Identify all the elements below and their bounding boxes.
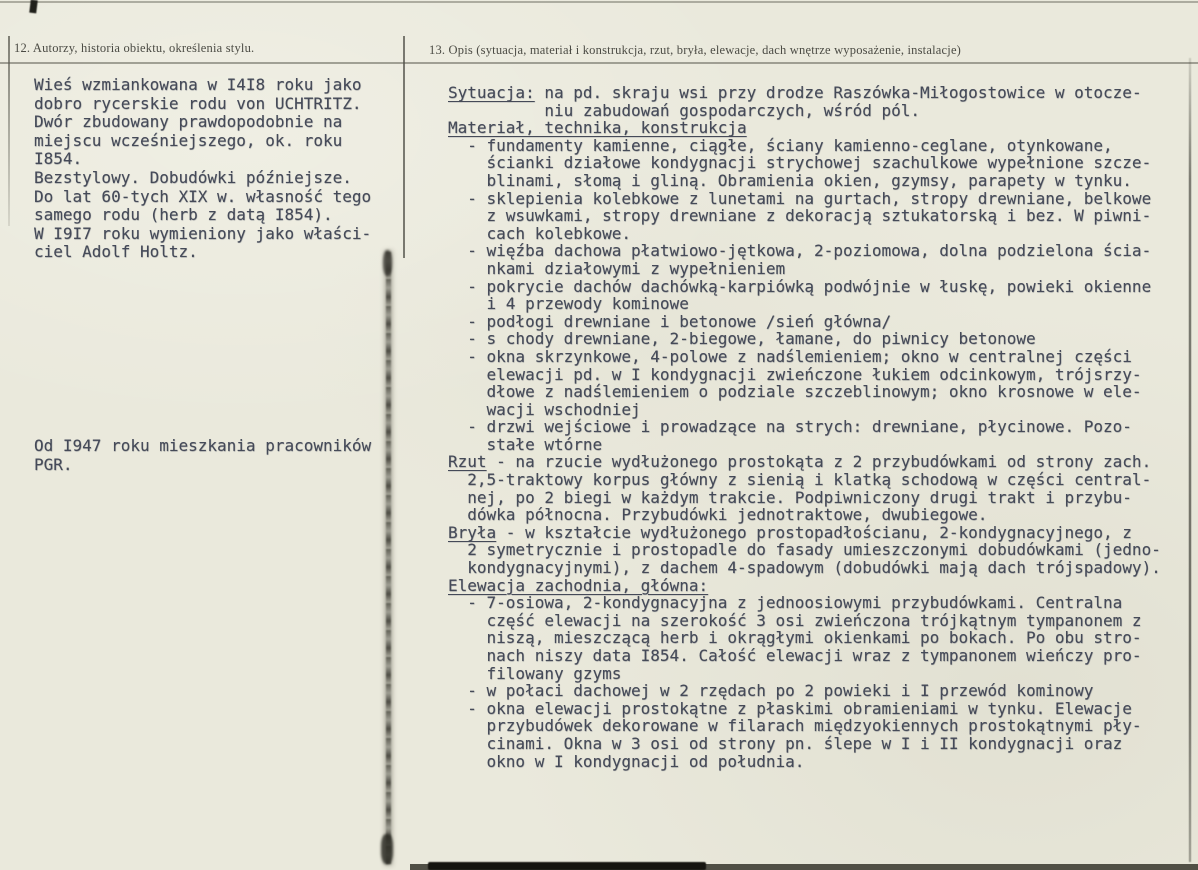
- description-line: Rzut - na rzucie wydłużonego prostokąta z 2 przybudówkami od strony zach.: [448, 452, 1152, 472]
- column-divider-line: [403, 36, 405, 258]
- history-line: I854.: [34, 149, 83, 169]
- description-line: nach niszy data I854. Całość elewacji wraz z tympanonem wieńczy pro-: [448, 646, 1142, 665]
- description-line: blinami, słomą i gliną. Obramienia okien, gzymsy, parapety w tynku.: [448, 170, 1132, 190]
- description-paragraph: [448, 84, 1161, 770]
- description-line: Bryła - w kształcie wydłużonego prostopadłościanu, 2-kondygnacyjnego, z: [448, 522, 1132, 542]
- later-history-paragraph: [34, 437, 371, 474]
- history-line: Bezstylowy. Dobudówki późniejsze.: [34, 167, 352, 187]
- history-line: dobro rycerskie rodu von UCHTRITZ.: [34, 93, 362, 113]
- top-edge-line: [0, 1, 1198, 3]
- history-paragraph: [34, 76, 371, 262]
- description-line: ścianki działowe kondygnacji strychowej szachulkowe wypełnione szcze-: [448, 153, 1152, 173]
- history-line: Dwór zbudowany prawdopodobnie na: [34, 112, 343, 132]
- history-line: Do lat 60-tych XIX w. własność tego: [34, 186, 372, 206]
- fold-smudge-top-blob: [383, 250, 392, 276]
- description-line: Elewacja zachodnia, główna:: [448, 575, 709, 595]
- description-line: Materiał, technika, konstrukcja: [448, 118, 747, 138]
- later-history-line: Od I947 roku mieszkania pracowników: [34, 436, 372, 455]
- description-line: okno w I kondygnacji od południa.: [448, 751, 805, 771]
- description-line: - w połaci dachowej w 2 rzędach po 2 powieki i I przewód kominowy: [448, 681, 1094, 701]
- description-line: niszą, mieszczącą herb i okrągłymi okienkami po bokach. Po obu stro-: [448, 628, 1142, 648]
- description-line: - okna elewacji prostokątne z płaskimi obramieniami w tynku. Elewacje: [448, 698, 1132, 718]
- history-line: ciel Adolf Holtz.: [34, 242, 198, 262]
- description-line: - fundamenty kamienne, ciągłe, ściany kamienno-ceglane, otynkowane,: [448, 135, 1113, 155]
- header-rule-line: [0, 62, 1198, 64]
- description-line: - więźba dachowa płatwiowo-jętkowa, 2-poziomowa, dolna podzielona ścia-: [448, 241, 1152, 261]
- description-line: niu zabudowań gospodarczych, wśród pól.: [448, 100, 921, 120]
- description-line: 2 symetrycznie i prostopadle do fasady umieszczonymi dobudówkami (jedno-: [448, 540, 1161, 560]
- description-line: część elewacji na szerokość 3 osi zwieńczona trójkątnym tympanonem z: [448, 610, 1142, 630]
- description-line: 2,5-traktowy korpus główny z sienią i klatką schodową w części central-: [448, 470, 1152, 490]
- description-line: stałe wtórne: [448, 434, 603, 454]
- description-line: z wsuwkami, stropy drewniane z dekoracją sztukatorską i bez. W piwni-: [448, 206, 1152, 226]
- description-line: - 7-osiowa, 2-kondygnacyjna z jednoosiowymi przybudówkami. Centralna: [448, 593, 1123, 613]
- description-line: dówka północna. Przybudówki jednotraktowe, dwubiegowe.: [448, 505, 988, 525]
- history-line: Wieś wzmiankowana w I4I8 roku jako: [34, 75, 362, 94]
- bottom-scan-bar-dark-segment: [428, 862, 706, 870]
- history-line: W I9I7 roku wymieniony jako właści-: [34, 223, 372, 243]
- description-line: nkami działowymi z wypełnieniem: [448, 258, 786, 278]
- description-line: - podłogi drewniane i betonowe /sień główna/: [448, 311, 892, 331]
- description-line: elewacji pd. w I kondygnacji zwieńczone łukiem odcinkowym, trójsrzy-: [448, 364, 1142, 384]
- description-line: i 4 przewody kominowe: [448, 294, 689, 314]
- bottom-scan-bar: [410, 864, 1198, 870]
- history-line: samego rodu (herb z datą I854).: [34, 205, 333, 225]
- fold-smudge-bottom-blob: [381, 834, 393, 864]
- field-12-header: 12. Autorzy, historia obiektu, określenia stylu.: [14, 41, 255, 55]
- description-line: cinami. Okna w 3 osi od strony pn. ślepe w I i II kondygnacji oraz: [448, 733, 1123, 753]
- description-line: kondygnacyjnymi), z dachem 4-spadowym (dobudówki mają dach trójspadowy).: [448, 558, 1161, 578]
- description-line: - okna skrzynkowe, 4-polowe z nadślemieniem; okno w centralnej części: [448, 346, 1132, 366]
- field-13-header: 13. Opis (sytuacja, materiał i konstrukcja, rzut, bryła, elewacje, dach wnętrze wyposażenie, instalacje): [429, 43, 962, 57]
- description-line: - s chody drewniane, 2-biegowe, łamane, do piwnicy betonowe: [448, 329, 1036, 349]
- description-line: cach kolebkowe.: [448, 223, 632, 243]
- history-line: miejscu wcześniejszego, ok. roku: [34, 130, 343, 150]
- description-line: filowany gzyms: [448, 663, 622, 683]
- center-fold-smudge: [386, 252, 391, 864]
- description-line: - drzwi wejściowe i prowadzące na strych: drewniane, płycinowe. Pozo-: [448, 417, 1132, 437]
- left-edge-line: [8, 36, 10, 226]
- description-line: dłowe z nadślemieniem o podziale szczeblinowym; okno krosnowe w ele-: [448, 382, 1142, 402]
- top-left-ink-mark: [29, 0, 38, 13]
- description-line: Sytuacja: na pd. skraju wsi przy drodze Raszówka-Miłogostowice w otocze-: [448, 83, 1142, 102]
- description-line: wacji wschodniej: [448, 399, 641, 419]
- description-line: - sklepienia kolebkowe z lunetami na gurtach, stropy drewniane, belkowe: [448, 188, 1152, 208]
- description-line: przybudówek dekorowane w filarach międzyokiennych prostokątnymi pły-: [448, 716, 1142, 736]
- description-line: nej, po 2 biegi w każdym trakcie. Podpiwniczony drugi trakt i przybu-: [448, 487, 1132, 507]
- description-line: - pokrycie dachów dachówką-karpiówką podwójnie w łuskę, powieki okienne: [448, 276, 1152, 296]
- later-history-line: PGR.: [34, 454, 73, 474]
- right-edge-line: [1189, 58, 1191, 862]
